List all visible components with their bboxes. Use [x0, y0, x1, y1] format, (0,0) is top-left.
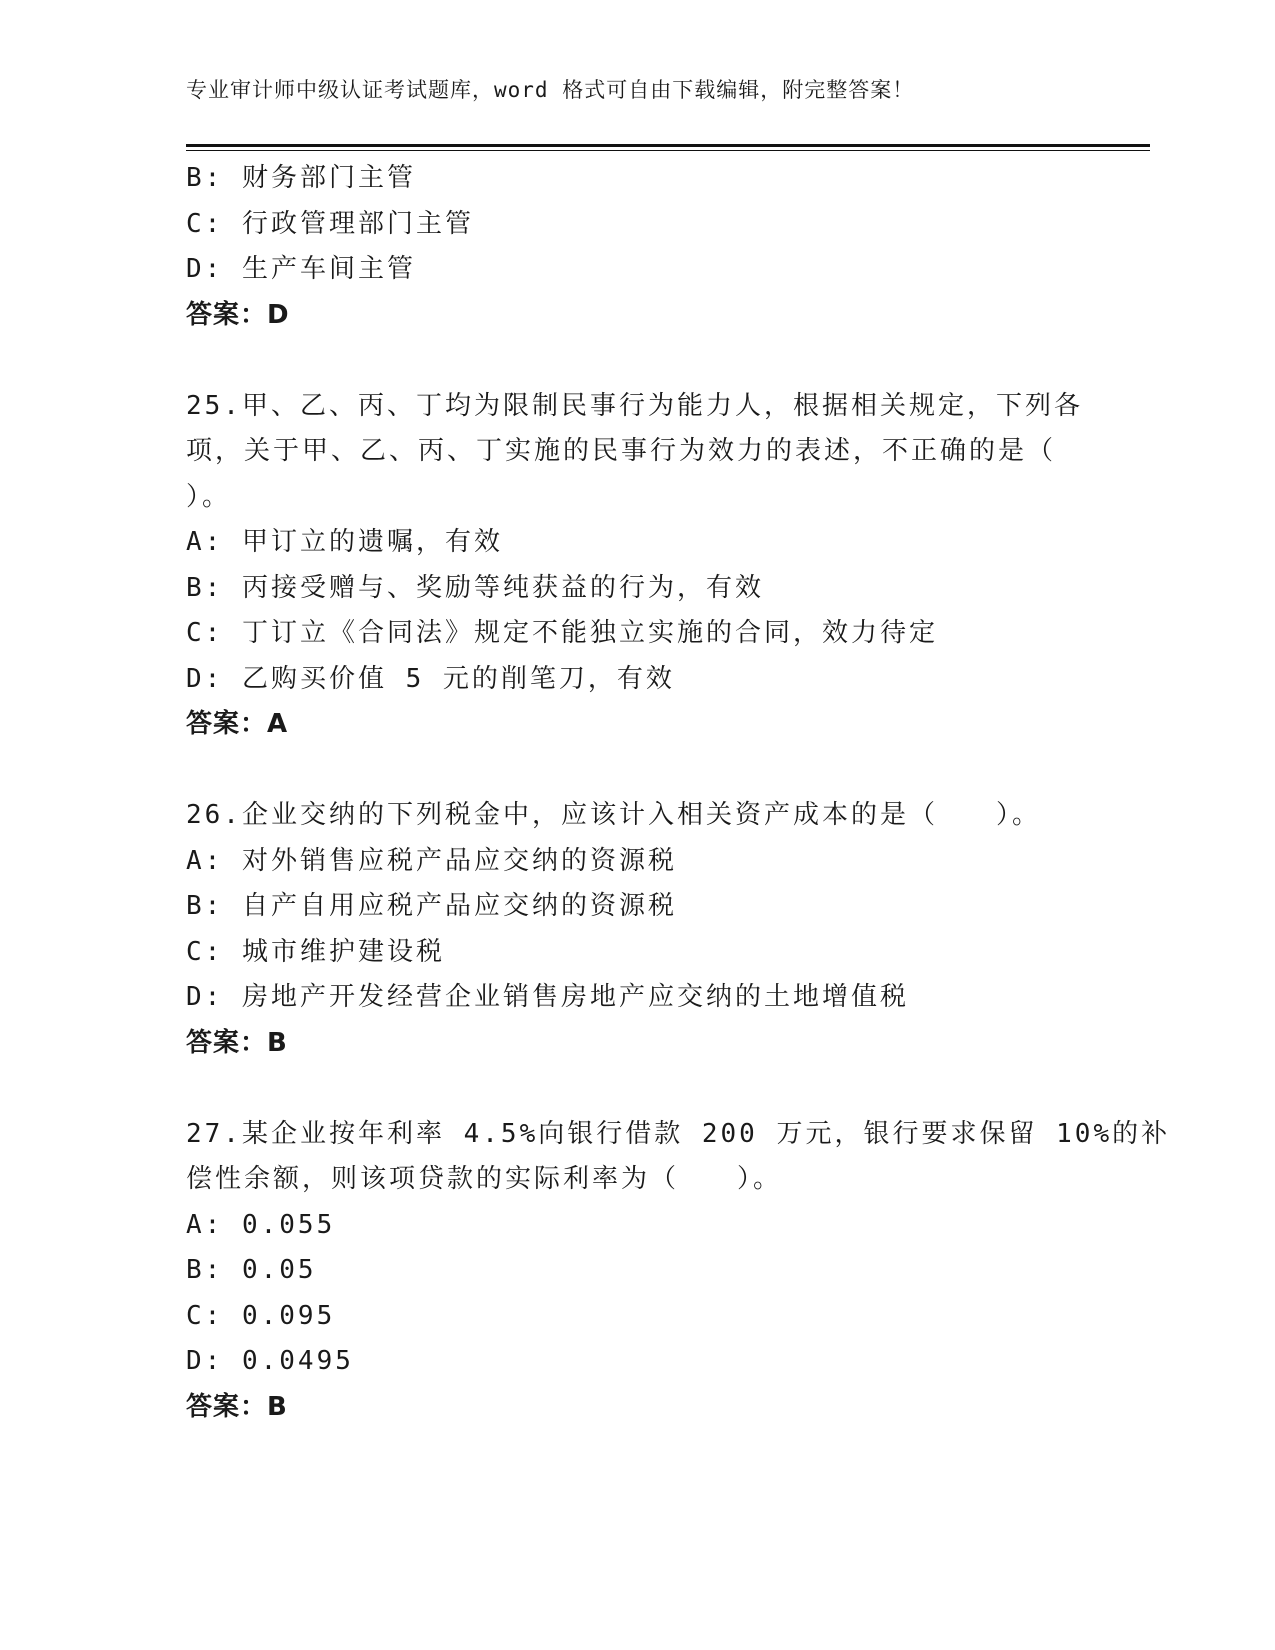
answer: 答案：D — [186, 299, 290, 330]
header-divider-thick — [186, 144, 1150, 147]
page-header: 专业审计师中级认证考试题库，word 格式可自由下载编辑，附完整答案！ — [186, 78, 915, 102]
option-b: B: 财务部门主管 — [186, 163, 416, 193]
question-24-tail — [186, 156, 1086, 338]
answer: 答案：B — [186, 1391, 288, 1422]
option-c: C: 0.095 — [186, 1300, 336, 1331]
option-d: D: 乙购买价值 5 元的削笔刀，有效 — [186, 663, 675, 694]
answer: 答案：B — [186, 1027, 288, 1058]
question-stem-line: 项，关于甲、乙、丙、丁实施的民事行为效力的表述，不正确的是（ — [186, 436, 1057, 466]
option-b: B: 自产自用应税产品应交纳的资源税 — [186, 891, 677, 921]
option-d: D: 房地产开发经营企业销售房地产应交纳的土地增值税 — [186, 982, 909, 1012]
option-d: D: 生产车间主管 — [186, 254, 416, 284]
question-stem-line: 26.企业交纳的下列税金中，应该计入相关资产成本的是（ ）。 — [186, 800, 1041, 830]
question-stem-line: 偿性余额，则该项贷款的实际利率为（ ）。 — [186, 1164, 783, 1194]
option-a: A: 0.055 — [186, 1209, 336, 1240]
option-c: C: 丁订立《合同法》规定不能独立实施的合同，效力待定 — [186, 618, 938, 648]
option-d: D: 0.0495 — [186, 1346, 354, 1376]
document-body — [186, 156, 1171, 1430]
option-b: B: 0.05 — [186, 1255, 317, 1285]
question-stem-line: ）。 — [186, 481, 232, 512]
question-stem-line: 27.某企业按年利率 4.5%向银行借款 200 万元，银行要求保留 10%的补 — [186, 1118, 1171, 1149]
spacer — [186, 748, 1086, 794]
option-c: C: 行政管理部门主管 — [186, 208, 474, 239]
question-25 — [186, 384, 1086, 748]
question-stem-line: 25.甲、乙、丙、丁均为限制民事行为能力人，根据相关规定，下列各 — [186, 390, 1083, 421]
option-b: B: 丙接受赠与、奖励等纯获益的行为，有效 — [186, 572, 764, 603]
header-divider-thin — [186, 150, 1150, 151]
spacer — [186, 338, 1086, 384]
spacer — [186, 1066, 1086, 1112]
option-a: A: 对外销售应税产品应交纳的资源税 — [186, 845, 677, 876]
question-26 — [186, 793, 1086, 1066]
option-c: C: 城市维护建设税 — [186, 936, 445, 967]
question-27 — [186, 1112, 1171, 1431]
option-a: A: 甲订立的遗嘱，有效 — [186, 527, 503, 557]
answer: 答案：A — [186, 709, 289, 739]
